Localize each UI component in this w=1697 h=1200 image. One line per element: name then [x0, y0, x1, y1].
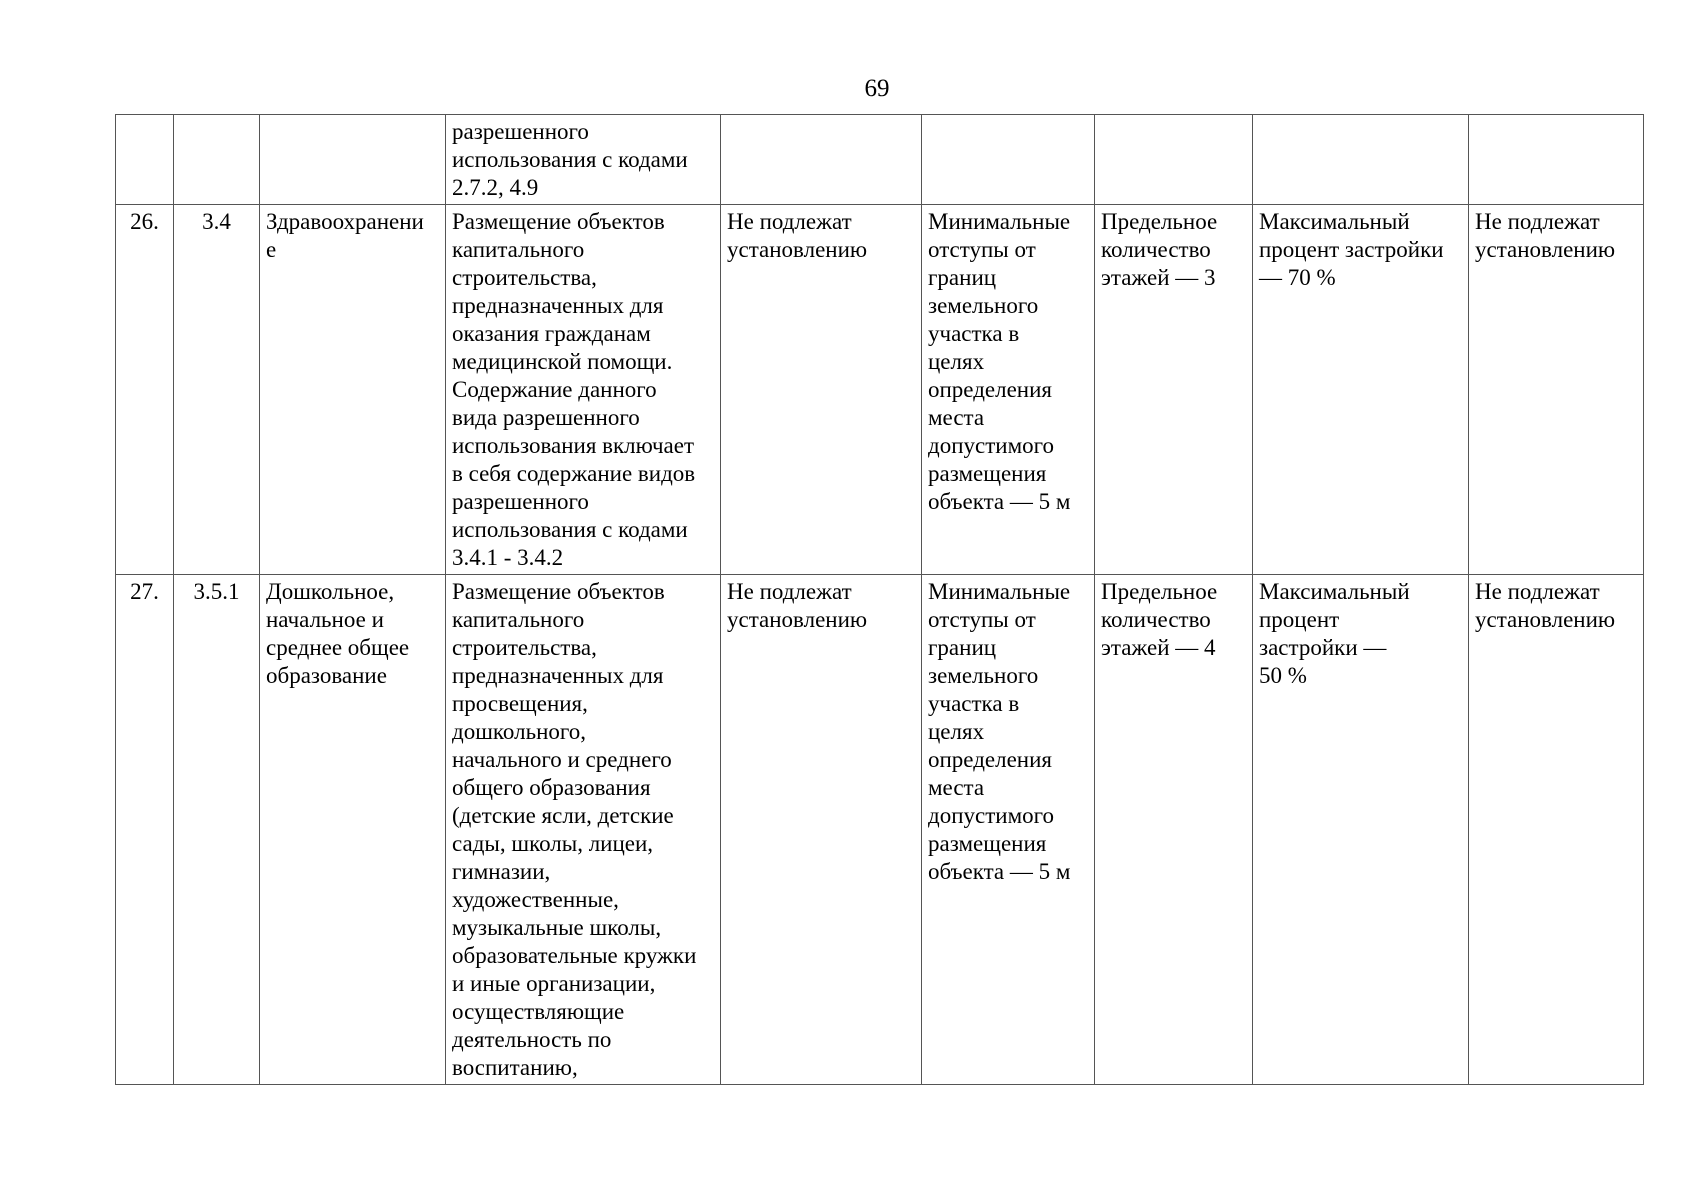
cell-text-line: отступы от — [928, 237, 1036, 262]
cell-text-line: Не подлежат — [1475, 579, 1600, 604]
cell-text-line: дошкольного, — [452, 719, 587, 744]
cell-text-line: Минимальные — [928, 579, 1071, 604]
setbacks-cell — [922, 575, 1095, 1085]
cell-text-line: установлению — [1475, 607, 1616, 632]
row-number-cell — [116, 115, 174, 205]
cell-text-line: участка в — [928, 321, 1020, 346]
cell-text-line: сады, школы, лицеи, — [452, 831, 654, 856]
cell-text-line: Минимальные — [928, 209, 1071, 234]
cell-text-line: количество — [1101, 237, 1211, 262]
cell-text-line: размещения — [928, 831, 1047, 856]
cell-text-line: 50 % — [1259, 663, 1307, 688]
cell-text-line: установлению — [727, 237, 868, 262]
cell-text-line: оказания гражданам — [452, 321, 651, 346]
cell-text-line: (детские ясли, детские — [452, 803, 674, 828]
cell-text-line: границ — [928, 635, 997, 660]
zoning-table — [115, 114, 1644, 1085]
cell-text-line: допустимого — [928, 803, 1054, 828]
plot-size-cell — [721, 115, 922, 205]
cell-text-line: установлению — [1475, 237, 1616, 262]
cell-text-line: Дошкольное, — [266, 579, 395, 604]
cell-text-line: земельного — [928, 663, 1039, 688]
cell-text-line: этажей — 3 — [1101, 265, 1216, 290]
cell-text-line: допустимого — [928, 433, 1054, 458]
cell-text-line: целях — [928, 349, 985, 374]
cell-text-line: среднее общее — [266, 635, 410, 660]
cell-text-line: использования с кодами — [452, 147, 688, 172]
cell-text-line: Размещение объектов — [452, 209, 665, 234]
cell-text-line: границ — [928, 265, 997, 290]
cell-text-line: Не подлежат — [1475, 209, 1600, 234]
cell-text-line: Размещение объектов — [452, 579, 665, 604]
cell-text-line: количество — [1101, 607, 1211, 632]
land-use-name-cell — [260, 575, 446, 1085]
cell-text-line: этажей — 4 — [1101, 635, 1216, 660]
land-use-name-cell — [260, 205, 446, 575]
cell-text-line: Предельное — [1101, 209, 1218, 234]
cell-text-line: капитального — [452, 237, 585, 262]
other-params-cell — [1469, 205, 1644, 575]
cell-text-line: предназначенных для — [452, 663, 664, 688]
cell-text-line: определения — [928, 377, 1053, 402]
cell-text-line: деятельность по — [452, 1027, 612, 1052]
land-use-code-cell: 3.5.1 — [174, 575, 260, 1085]
cell-text-line: Не подлежат — [727, 579, 852, 604]
cell-text-line: образование — [266, 663, 387, 688]
table-row — [116, 205, 1644, 575]
floors-limit-cell — [1095, 205, 1253, 575]
cell-text-line: места — [928, 405, 985, 430]
land-use-code-cell: 3.4 — [174, 205, 260, 575]
cell-text-line: предназначенных для — [452, 293, 664, 318]
cell-text-line: гимназии, — [452, 859, 551, 884]
cell-text-line: строительства, — [452, 635, 597, 660]
row-number-cell: 27. — [116, 575, 174, 1085]
cell-text-line: начальное и — [266, 607, 384, 632]
cell-text-line: использования включает — [452, 433, 695, 458]
page-number: 69 — [864, 75, 890, 102]
cell-text-line: 2.7.2, 4.9 — [452, 175, 539, 200]
cell-text-line: Предельное — [1101, 579, 1218, 604]
cell-text-line: целях — [928, 719, 985, 744]
cell-text-line: застройки — — [1259, 635, 1387, 660]
cell-text-line: разрешенного — [452, 489, 589, 514]
cell-text-line: Максимальный — [1259, 209, 1410, 234]
cell-text-line: и иные организации, — [452, 971, 656, 996]
cell-text-line: размещения — [928, 461, 1047, 486]
cell-text-line: е — [266, 237, 277, 262]
floors-limit-cell — [1095, 115, 1253, 205]
cell-text-line: процент — [1259, 607, 1340, 632]
coverage-cell — [1253, 575, 1469, 1085]
cell-text-line: медицинской помощи. — [452, 349, 673, 374]
floors-limit-cell — [1095, 575, 1253, 1085]
cell-text-line: в себя содержание видов — [452, 461, 696, 486]
cell-text-line: вида разрешенного — [452, 405, 640, 430]
table-body — [116, 115, 1644, 1085]
coverage-cell — [1253, 205, 1469, 575]
cell-text-line: разрешенного — [452, 119, 589, 144]
setbacks-cell — [922, 115, 1095, 205]
cell-text-line: музыкальные школы, — [452, 915, 662, 940]
cell-text-line: определения — [928, 747, 1053, 772]
cell-text-line: объекта — 5 м — [928, 489, 1071, 514]
land-use-name-cell — [260, 115, 446, 205]
plot-size-cell — [721, 575, 922, 1085]
cell-text-line: Не подлежат — [727, 209, 852, 234]
land-use-code-cell — [174, 115, 260, 205]
table-row — [116, 575, 1644, 1085]
land-use-description-cell — [446, 115, 721, 205]
cell-text-line: просвещения, — [452, 691, 588, 716]
cell-text-line: установлению — [727, 607, 868, 632]
cell-text-line: общего образования — [452, 775, 651, 800]
cell-text-line: художественные, — [452, 887, 619, 912]
cell-text-line: капитального — [452, 607, 585, 632]
cell-text-line: участка в — [928, 691, 1020, 716]
cell-text-line: Содержание данного — [452, 377, 657, 402]
table-row — [116, 115, 1644, 205]
cell-text-line: отступы от — [928, 607, 1036, 632]
cell-text-line: — 70 % — [1259, 265, 1336, 290]
cell-text-line: места — [928, 775, 985, 800]
other-params-cell — [1469, 115, 1644, 205]
cell-text-line: 3.4.1 - 3.4.2 — [452, 545, 564, 570]
cell-text-line: процент застройки — [1259, 237, 1444, 262]
cell-text-line: воспитанию, — [452, 1055, 578, 1080]
cell-text-line: образовательные кружки — [452, 943, 697, 968]
land-use-description-cell — [446, 575, 721, 1085]
cell-text-line: строительства, — [452, 265, 597, 290]
cell-text-line: объекта — 5 м — [928, 859, 1071, 884]
cell-text-line: осуществляющие — [452, 999, 625, 1024]
setbacks-cell — [922, 205, 1095, 575]
coverage-cell — [1253, 115, 1469, 205]
cell-text-line: использования с кодами — [452, 517, 688, 542]
cell-text-line: земельного — [928, 293, 1039, 318]
cell-text-line: Здравоохранени — [266, 209, 424, 234]
land-use-description-cell — [446, 205, 721, 575]
cell-text-line: Максимальный — [1259, 579, 1410, 604]
row-number-cell: 26. — [116, 205, 174, 575]
cell-text-line: начального и среднего — [452, 747, 672, 772]
other-params-cell — [1469, 575, 1644, 1085]
plot-size-cell — [721, 205, 922, 575]
